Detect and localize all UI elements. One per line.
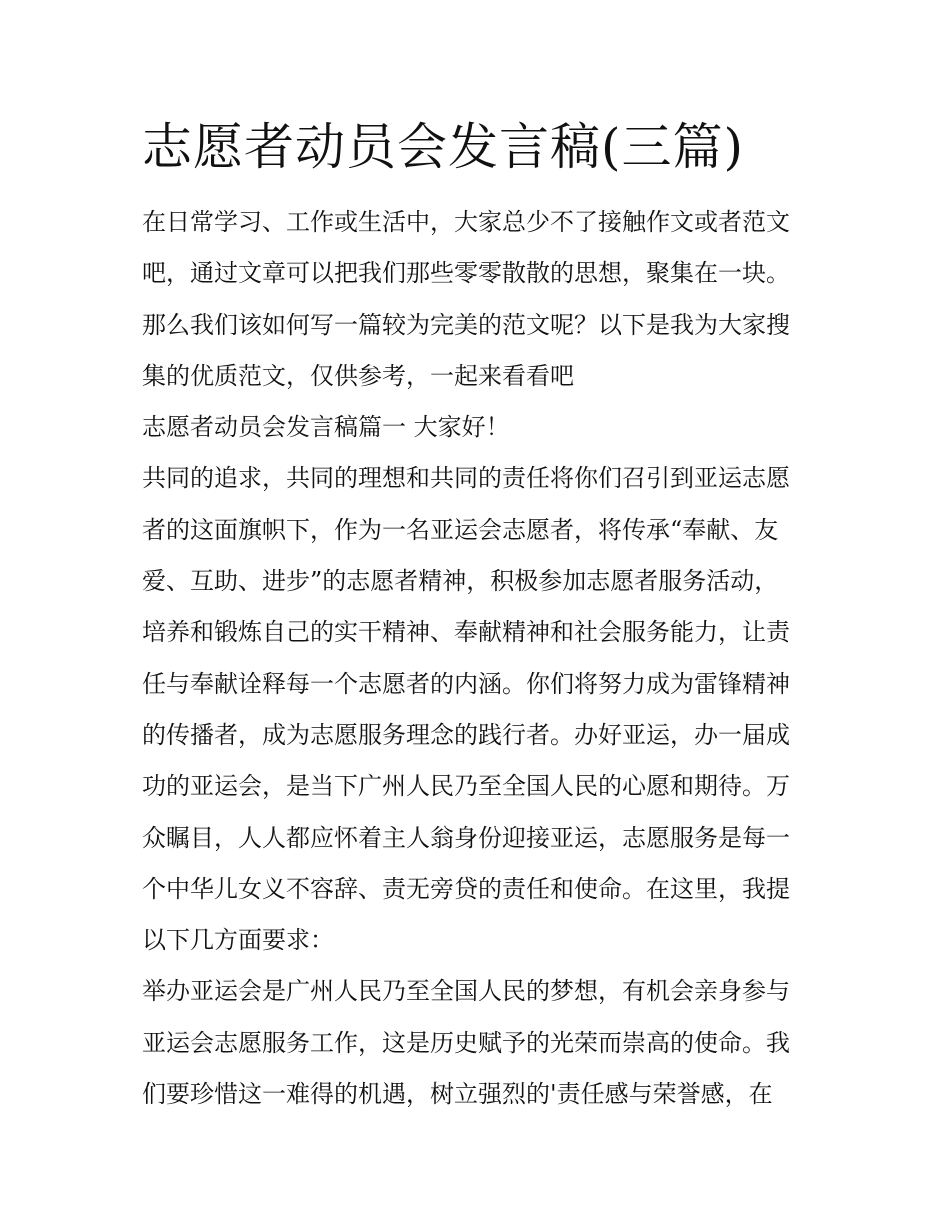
- section-heading-line: 志愿者动员会发言稿篇一 大家好！: [142, 413, 510, 442]
- text-line: 吧，通过文章可以把我们那些零零散散的思想，聚集在一块。: [142, 259, 790, 288]
- document-title: 志愿者动员会发言稿(三篇): [142, 118, 745, 176]
- text-line: 以下几方面要求：: [142, 926, 334, 955]
- text-line: 亚运会志愿服务工作，这是历史赋予的光荣而崇高的使命。我: [142, 1028, 790, 1057]
- text-line: 集的优质范文，仅供参考，一起来看看吧: [142, 361, 574, 390]
- text-line: 共同的追求，共同的理想和共同的责任将你们召引到亚运志愿: [142, 464, 790, 493]
- text-line: 功的亚运会，是当下广州人民乃至全国人民的心愿和期待。万: [142, 772, 790, 801]
- text-line: 爱、互助、进步”的志愿者精神，积极参加志愿者服务活动，: [142, 567, 779, 596]
- text-line: 的传播者，成为志愿服务理念的践行者。办好亚运，办一届成: [142, 720, 790, 749]
- text-line: 那么我们该如何写一篇较为完美的范文呢？以下是我为大家搜: [142, 310, 790, 339]
- text-line: 任与奉献诠释每一个志愿者的内涵。你们将努力成为雷锋精神: [142, 669, 790, 698]
- text-line: 培养和锻炼自己的实干精神、奉献精神和社会服务能力，让责: [142, 618, 790, 647]
- text-line: 个中华儿女义不容辞、责无旁贷的责任和使命。在这里，我提: [142, 874, 790, 903]
- text-line: 举办亚运会是广州人民乃至全国人民的梦想，有机会亲身参与: [142, 977, 790, 1006]
- text-line: 者的这面旗帜下，作为一名亚运会志愿者，将传承“奉献、友: [142, 515, 779, 544]
- text-line: 在日常学习、工作或生活中，大家总少不了接触作文或者范文: [142, 208, 790, 236]
- text-line: 们要珍惜这一难得的机遇，树立强烈的'责任感与荣誉感，在: [142, 1080, 773, 1109]
- text-line: 众瞩目，人人都应怀着主人翁身份迎接亚运，志愿服务是每一: [142, 823, 790, 852]
- document-body: [142, 197, 814, 1120]
